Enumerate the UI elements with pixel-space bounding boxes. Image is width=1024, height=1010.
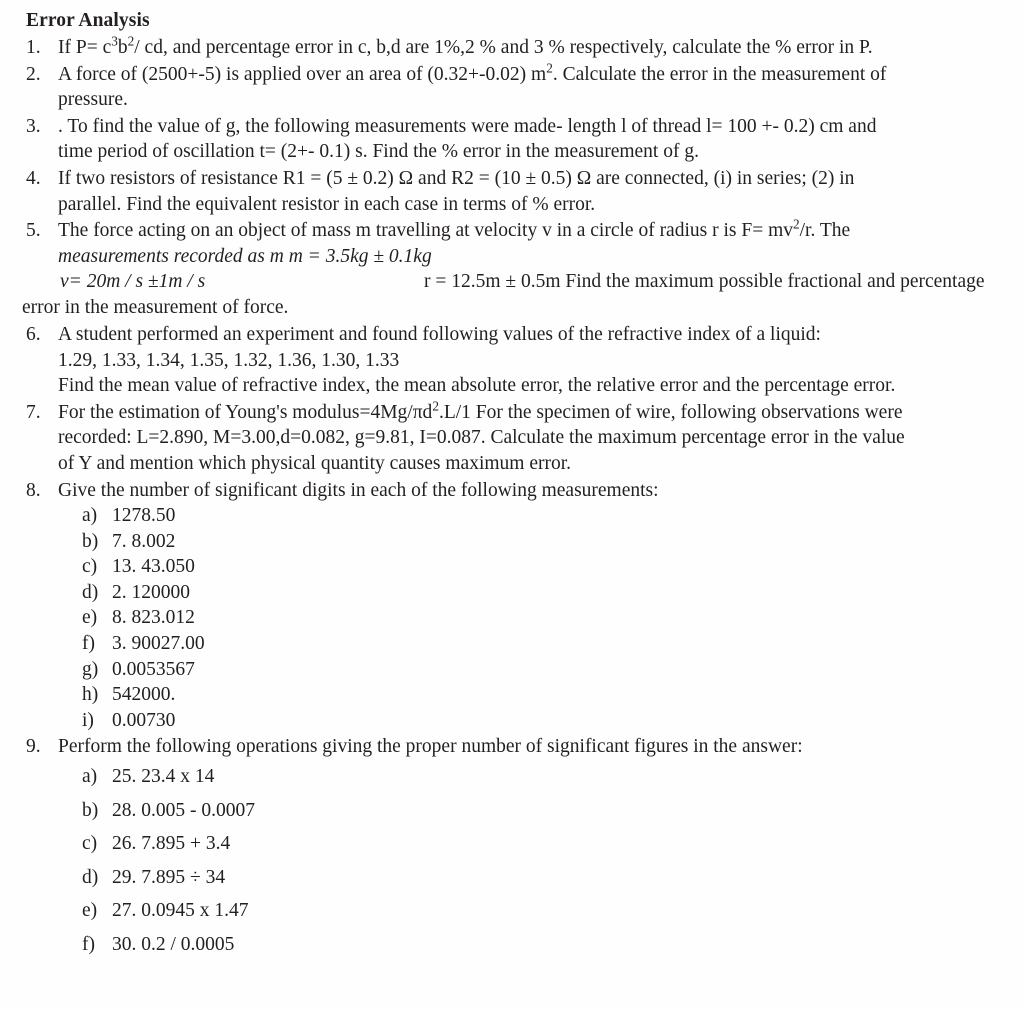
question-line: parallel. Find the equivalent resistor in each case in terms of % error.	[58, 193, 596, 215]
list-item	[58, 898, 998, 924]
list-item	[58, 529, 998, 555]
question-segment: / cd, and percentage error in c, b,d are 1%,2 % and 3 % respectively, calculate the % error in P.	[134, 37, 873, 58]
sub-item-text: 26. 7.895 + 3.4	[112, 833, 231, 855]
list-item	[58, 682, 998, 708]
question-text	[58, 734, 998, 957]
question-text	[58, 114, 998, 165]
question-segment: /r. The	[799, 220, 851, 242]
sub-item-text: 7. 8.002	[112, 530, 176, 552]
sub-item-label: f)	[82, 633, 95, 655]
question-number: 8.	[26, 479, 41, 501]
sub-item-label: c)	[82, 833, 98, 855]
question-item-3	[22, 114, 998, 165]
sub-item-text: 0.0053567	[112, 658, 195, 680]
sub-item-label: b)	[82, 799, 99, 821]
sub-item-text: 3. 90027.00	[112, 633, 205, 655]
question-segment: The force acting on an object of mass m travelling at velocity v in a circle of radius r is F= mv	[58, 220, 793, 242]
list-item	[58, 764, 998, 790]
list-item	[58, 554, 998, 580]
sub-list	[58, 503, 998, 733]
question-number: 3.	[26, 115, 41, 137]
sub-item-label: e)	[82, 607, 98, 629]
sub-item-label: e)	[82, 900, 98, 922]
sub-list	[58, 764, 998, 958]
question-text	[58, 322, 998, 399]
question-line: Perform the following operations giving the proper number of significant figures in the answer:	[58, 736, 803, 758]
sub-item-text: 0.00730	[112, 709, 176, 731]
superscript: 2	[127, 33, 135, 49]
math-radius: r = 12.5m ± 0.5m Find the maximum possible fractional and percentage	[424, 271, 985, 293]
question-line: 1.29, 1.33, 1.34, 1.35, 1.32, 1.36, 1.30, 1.33	[58, 349, 400, 371]
superscript: 2	[546, 60, 553, 76]
list-item	[58, 708, 998, 734]
superscript: 2	[792, 216, 800, 232]
sub-item-label: f)	[82, 934, 95, 955]
math-row	[22, 269, 998, 295]
question-segment: b	[117, 37, 128, 58]
question-number: 1.	[26, 37, 41, 58]
question-line	[58, 218, 998, 244]
question-line	[58, 400, 998, 426]
sub-item-label: c)	[82, 556, 98, 578]
question-line: If two resistors of resistance R1 = (5 ± 0.2) Ω and R2 = (10 ± 0.5) Ω are connected, (i) in series; (2) in	[58, 167, 855, 189]
question-text	[58, 478, 998, 734]
question-segment: For the estimation of Young's modulus=4Mg/πd	[58, 401, 433, 423]
question-line: Find the mean value of refractive index, the mean absolute error, the relative error and the percentage error.	[58, 375, 896, 397]
question-line: A student performed an experiment and found following values of the refractive index of a liquid:	[58, 323, 821, 345]
sub-item-text: 1278.50	[112, 505, 176, 527]
sub-item-label: d)	[82, 866, 99, 888]
sub-item-label: a)	[82, 505, 98, 527]
list-item	[58, 798, 998, 824]
question-item-7	[22, 400, 998, 477]
list-item	[58, 503, 998, 529]
sub-item-text: 13. 43.050	[112, 556, 195, 578]
sub-item-text: 25. 23.4 x 14	[112, 766, 215, 788]
question-item-9	[22, 734, 998, 957]
question-line	[58, 35, 998, 61]
sub-item-text: 29. 7.895 ÷ 34	[112, 866, 226, 888]
question-item-1	[22, 35, 998, 61]
sub-item-label: i)	[82, 709, 94, 731]
question-item-6	[22, 322, 998, 399]
list-item	[58, 605, 998, 631]
superscript: 3	[111, 33, 118, 49]
sub-item-text: 542000.	[112, 684, 176, 706]
question-line: pressure.	[58, 89, 128, 111]
sub-item-label: d)	[82, 581, 99, 603]
question-item-8	[22, 478, 998, 734]
question-line: error in the measurement of force.	[22, 297, 289, 319]
question-number: 6.	[26, 323, 41, 345]
math-velocity: v= 20m / s ±1m / s	[60, 271, 206, 293]
question-line: . To find the value of g, the following measurements were made- length l of thread l= 100 +- 0.2) cm and	[58, 115, 877, 137]
question-number: 7.	[26, 401, 41, 423]
question-number: 4.	[26, 167, 41, 189]
sub-item-label: b)	[82, 530, 99, 552]
question-line: of Y and mention which physical quantity causes maximum error.	[58, 452, 572, 474]
question-list	[22, 35, 998, 958]
question-number: 2.	[26, 63, 41, 85]
page-title: Error Analysis	[26, 10, 150, 31]
question-text	[58, 400, 998, 477]
question-segment: . Calculate the error in the measurement of	[552, 63, 887, 85]
question-item-4	[22, 166, 998, 217]
sub-item-label: a)	[82, 766, 98, 788]
question-text	[58, 62, 998, 113]
sub-item-text: 28. 0.005 - 0.0007	[112, 799, 255, 821]
question-text	[58, 166, 998, 217]
question-line: time period of oscillation t= (2+- 0.1) s. Find the % error in the measurement of g.	[58, 141, 699, 163]
list-item	[58, 657, 998, 683]
sub-item-label: g)	[82, 658, 99, 680]
sub-item-text: 27. 0.0945 x 1.47	[112, 900, 249, 922]
list-item	[58, 932, 998, 958]
question-line	[58, 62, 998, 88]
question-line: recorded: L=2.890, M=3.00,d=0.082, g=9.81, I=0.087. Calculate the maximum percentage error in the value	[58, 427, 905, 449]
question-number: 9.	[26, 736, 41, 758]
question-line: Give the number of significant digits in each of the following measurements:	[58, 479, 659, 501]
sub-item-text: 2. 120000	[112, 581, 190, 603]
list-item	[58, 580, 998, 606]
question-line: measurements recorded as m m = 3.5kg ± 0.1kg	[58, 245, 432, 267]
question-text	[22, 216, 998, 321]
list-item	[58, 631, 998, 657]
sub-item-text: 8. 823.012	[112, 607, 195, 629]
question-number: 5.	[26, 220, 41, 242]
question-item-2	[22, 62, 998, 113]
list-item	[58, 865, 998, 891]
question-segment: A force of (2500+-5) is applied over an area of (0.32+-0.02) m	[58, 63, 547, 85]
list-item	[58, 831, 998, 857]
question-item-5	[22, 218, 998, 321]
question-segment: If P= c	[58, 37, 112, 58]
question-segment: .L/1 For the specimen of wire, following observations were	[438, 401, 903, 423]
superscript: 2	[432, 398, 439, 414]
sub-item-label: h)	[82, 684, 99, 706]
sub-item-text: 30. 0.2 / 0.0005	[112, 934, 235, 955]
question-text	[58, 35, 998, 61]
